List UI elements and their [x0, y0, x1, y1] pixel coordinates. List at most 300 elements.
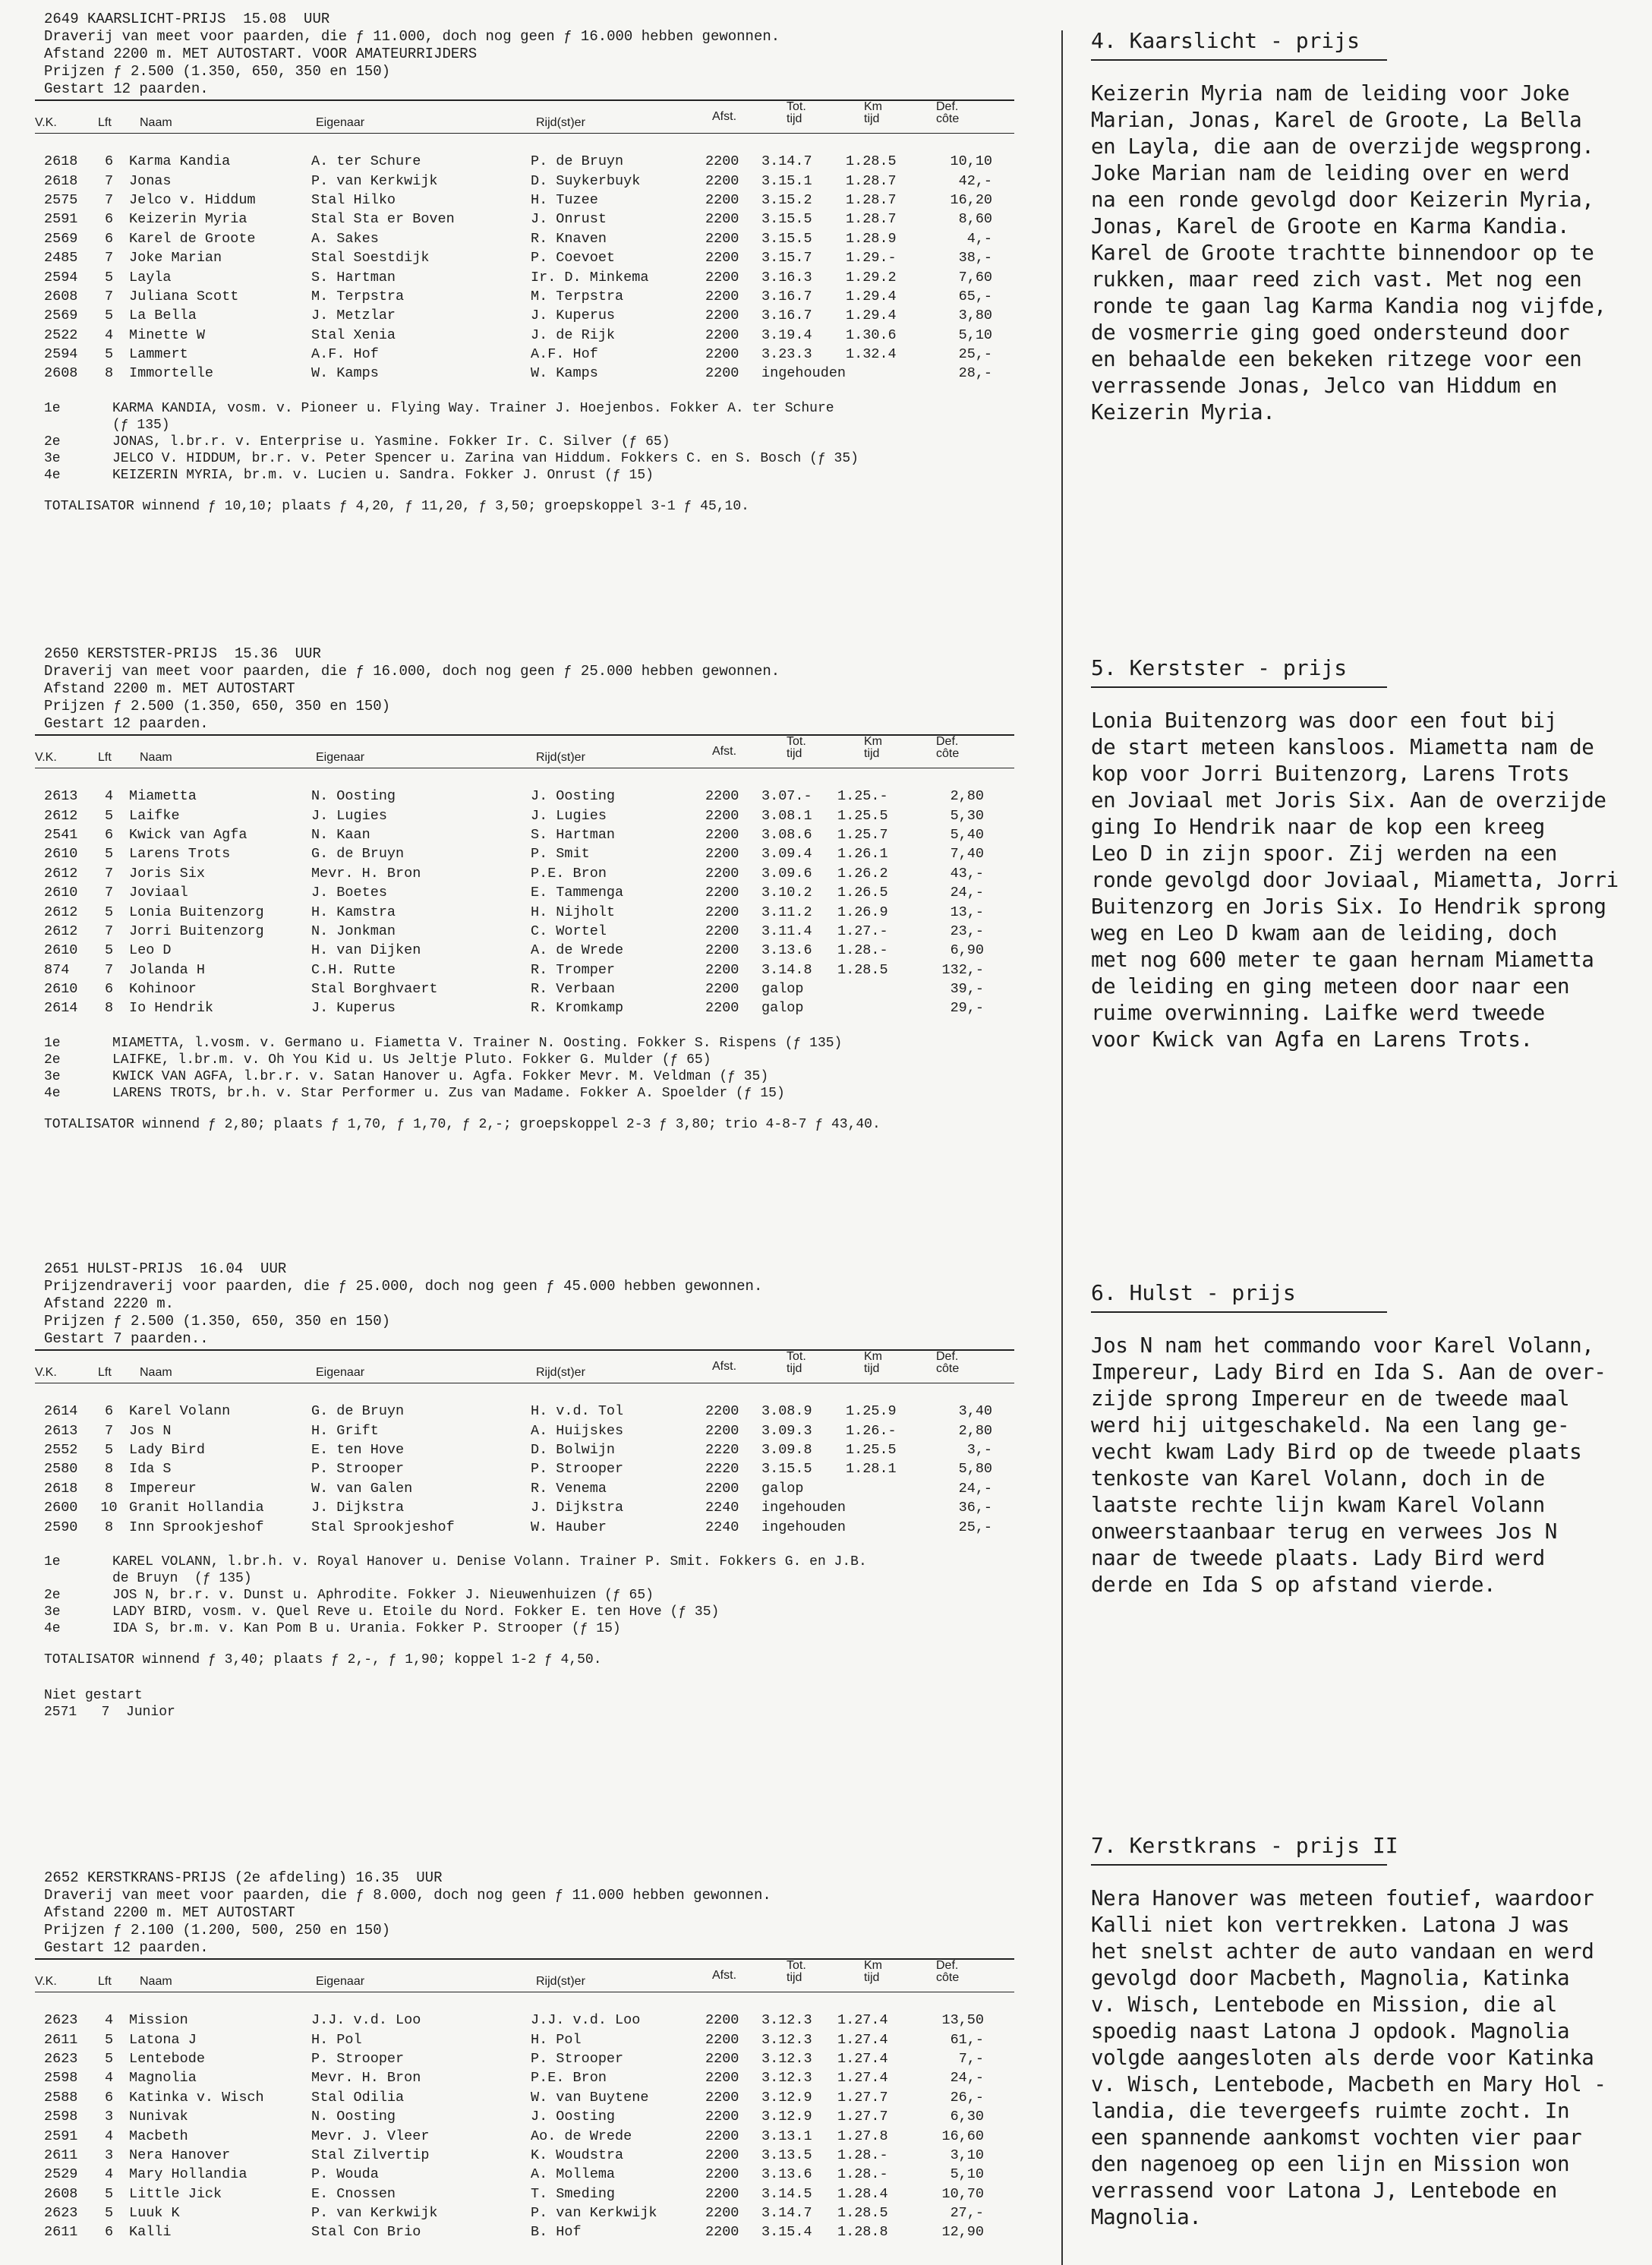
cell-tot-tijd: 3.15.7: [761, 250, 812, 267]
cell-vk: 2590: [44, 1519, 78, 1535]
column-header-def: [936, 736, 959, 760]
cell-eigenaar: N. Oosting: [311, 2109, 396, 2125]
table-row: [44, 922, 984, 941]
cell-km-tijd: 1.28.5: [837, 961, 888, 978]
cell-rijder: D. Bolwijn: [531, 1441, 616, 1458]
race-header: [44, 645, 1031, 733]
cell-vk: 2569: [44, 308, 78, 324]
cell-lft: 4: [104, 2166, 114, 2183]
cell-naam: Jelco v. Hiddum: [129, 191, 256, 208]
column-header-line: Def.: [936, 100, 959, 113]
cell-afstand: 2200: [705, 2205, 739, 2222]
cell-rijder: B. Hof: [531, 2224, 582, 2241]
cell-naam: Jonas: [129, 172, 172, 189]
column-header-km: [864, 101, 882, 125]
cell-km-tijd: 1.28.1: [846, 1461, 897, 1478]
cell-eigenaar: Stal Zilvertip: [311, 2147, 430, 2163]
cell-lft: 8: [104, 1461, 114, 1478]
cell-naam: Luuk K: [129, 2205, 180, 2222]
cell-afstand: 2200: [705, 846, 739, 863]
cell-cote: 12,90: [941, 2224, 984, 2241]
cell-rijder: A. de Wrede: [531, 942, 624, 959]
cell-km-tijd: 1.27.7: [837, 2109, 888, 2125]
cell-cote: 4,-: [966, 230, 993, 247]
cell-rijder: J. Lugies: [531, 807, 607, 824]
cell-afstand: 2200: [705, 1000, 739, 1017]
cell-cote: 24,-: [958, 1480, 993, 1497]
cell-km-tijd: [846, 1498, 937, 1517]
cell-lft: 5: [104, 308, 114, 324]
cell-lft: 5: [104, 2185, 114, 2202]
table-row: [44, 864, 984, 883]
cell-lft: 5: [104, 942, 114, 959]
placing-position: 4e: [44, 1620, 61, 1636]
cell-afstand: 2200: [705, 942, 739, 959]
cell-lft: 7: [104, 172, 114, 189]
cell-cote: 6,90: [950, 942, 984, 959]
cell-tot-tijd: 3.08.9: [761, 1403, 812, 1420]
placing-position: 1e: [44, 400, 61, 416]
cell-afstand: 2200: [705, 981, 739, 998]
placing-item: [44, 1052, 1031, 1068]
cell-tot-tijd: 3.12.3: [761, 2050, 812, 2067]
race-title: 2651 HULST-PRIJS 16.04 UUR: [44, 1260, 287, 1277]
cell-eigenaar: J. Lugies: [311, 807, 387, 824]
cell-cote: 5,30: [950, 807, 984, 824]
race-condition-line: Prijzendraverij voor paarden, die ƒ 25.000, doch nog geen ƒ 45.000 hebben gewonnen.: [44, 1278, 763, 1295]
placing-position: 2e: [44, 1052, 61, 1068]
cell-afstand: 2200: [705, 807, 739, 824]
cell-naam: Kwick van Agfa: [129, 826, 247, 843]
cell-rijder: R. Knaven: [531, 230, 607, 247]
placing-pedigree: KAREL VOLANN, l.br.h. v. Royal Hanover u. Denise Volann. Trainer P. Smit. Fokkers G. en J.B. de Bruyn (ƒ 135): [112, 1554, 867, 1586]
report-title-underline: [1091, 59, 1387, 61]
cell-lft: 6: [104, 211, 114, 228]
race-report: [1091, 1832, 1649, 2231]
cell-naam: Jos N: [129, 1422, 172, 1439]
cell-km-tijd: 1.27.-: [837, 923, 888, 939]
column-header-afst: Afst.: [712, 110, 737, 123]
cell-naam: Laifke: [129, 807, 180, 824]
table-row: [44, 1459, 992, 1478]
table-header-rule: [35, 133, 1014, 134]
cell-naam: Nunivak: [129, 2109, 188, 2125]
cell-cote: 3,80: [958, 308, 993, 324]
cell-rijder: J. Kuperus: [531, 308, 616, 324]
cell-eigenaar: N. Kaan: [311, 826, 370, 843]
cell-tot-tijd: 3.10.2: [761, 885, 812, 901]
cell-naam: Layla: [129, 269, 172, 285]
cell-km-tijd: 1.28.7: [846, 191, 897, 208]
cell-rijder: Ir. D. Minkema: [531, 269, 649, 285]
placing-position: 1e: [44, 1035, 61, 1051]
cell-vk: 2591: [44, 2128, 78, 2144]
column-header-line: Tot.: [787, 1959, 806, 1972]
cell-km-tijd: 1.28.8: [837, 2224, 888, 2241]
cell-tot-tijd: 3.15.5: [761, 211, 812, 228]
cell-lft: 7: [104, 250, 114, 267]
column-header-km: [864, 1351, 882, 1375]
column-header-line: tijd: [787, 1362, 802, 1375]
cell-tot-tijd: 3.11.2: [761, 904, 812, 920]
cell-afstand: 2200: [705, 153, 739, 170]
cell-eigenaar: S. Hartman: [311, 269, 396, 285]
column-header-line: Km: [864, 1350, 882, 1363]
column-header-vk: V.K.: [35, 1975, 57, 1988]
cell-rijder: P. Coevoet: [531, 250, 616, 267]
column-divider: [1061, 30, 1063, 2265]
report-title-underline: [1091, 1864, 1387, 1866]
column-header-naam: Naam: [140, 1975, 172, 1988]
column-header-line: côte: [936, 1971, 960, 1984]
results-table: [44, 2011, 984, 2242]
cell-rijder: R. Verbaan: [531, 981, 616, 998]
cell-cote: 24,-: [950, 2070, 984, 2087]
cell-vk: 2623: [44, 2050, 78, 2067]
cell-vk: 2594: [44, 269, 78, 285]
cell-cote: 29,-: [950, 1000, 984, 1017]
column-header-tot: [787, 1960, 806, 1984]
cell-rijder: J. de Rijk: [531, 327, 616, 343]
cell-afstand: 2200: [705, 2147, 739, 2163]
placing-item: [44, 467, 1031, 484]
cell-vk: 2580: [44, 1461, 78, 1478]
cell-lft: 7: [104, 961, 114, 978]
column-header-naam: Naam: [140, 751, 172, 764]
cell-naam: Karel Volann: [129, 1403, 231, 1420]
cell-tot-tijd: ingehouden: [761, 1500, 846, 1516]
cell-afstand: 2200: [705, 2166, 739, 2183]
cell-tot-tijd: 3.09.3: [761, 1422, 812, 1439]
cell-naam: Macbeth: [129, 2128, 188, 2144]
race-condition-line: Draverij van meet voor paarden, die ƒ 8.000, doch nog geen ƒ 11.000 hebben gewonnen.: [44, 1887, 771, 1904]
totalisator-line: TOTALISATOR winnend ƒ 2,80; plaats ƒ 1,70, ƒ 1,70, ƒ 2,-; groepskoppel 2-3 ƒ 3,80; trio 4-8-7 ƒ 43,40.: [44, 1116, 881, 1132]
race-block: [35, 1869, 1031, 2242]
cell-vk: 2611: [44, 2147, 78, 2163]
cell-naam: Inn Sprookjeshof: [129, 1519, 264, 1535]
race-condition-line: Afstand 2200 m. MET AUTOSTART: [44, 680, 295, 697]
cell-tot-tijd: ingehouden: [761, 365, 846, 382]
cell-eigenaar: Stal Soestdijk: [311, 250, 430, 267]
cell-rijder: J. Oosting: [531, 788, 616, 805]
column-header-line: Km: [864, 735, 882, 748]
cell-afstand: 2240: [705, 1500, 739, 1516]
cell-vk: 874: [44, 961, 70, 978]
placing-item: [44, 1035, 1031, 1052]
cell-rijder: P. Strooper: [531, 1461, 624, 1478]
cell-tot-tijd: 3.09.4: [761, 846, 812, 863]
cell-rijder: R. Kromkamp: [531, 1000, 624, 1017]
cell-lft: 5: [104, 269, 114, 285]
cell-vk: 2611: [44, 2031, 78, 2048]
cell-afstand: 2220: [705, 1441, 739, 1458]
table-row: [44, 1479, 992, 1498]
cell-cote: 16,20: [950, 191, 993, 208]
cell-eigenaar: M. Terpstra: [311, 288, 405, 304]
cell-lft: 5: [104, 846, 114, 863]
race-condition-line: Gestart 12 paarden.: [44, 715, 209, 732]
cell-vk: 2610: [44, 846, 78, 863]
cell-afstand: 2200: [705, 2070, 739, 2087]
cell-cote: 61,-: [950, 2031, 984, 2048]
cell-tot-tijd: 3.11.4: [761, 923, 812, 939]
cell-naam: Lonia Buitenzorg: [129, 904, 264, 920]
cell-lft: 5: [104, 1441, 114, 1458]
cell-km-tijd: 1.27.7: [837, 2089, 888, 2106]
cell-tot-tijd: 3.12.3: [761, 2031, 812, 2048]
cell-km-tijd: 1.26.1: [837, 846, 888, 863]
column-header-line: tijd: [864, 112, 880, 125]
cell-tot-tijd: 3.08.6: [761, 826, 812, 843]
table-row: [44, 1402, 992, 1421]
column-header-line: Tot.: [787, 735, 806, 748]
cell-vk: 2613: [44, 1422, 78, 1439]
cell-km-tijd: [846, 1479, 937, 1498]
cell-cote: 16,60: [941, 2128, 984, 2144]
cell-cote: 6,30: [950, 2109, 984, 2125]
cell-eigenaar: P. van Kerkwijk: [311, 2205, 438, 2222]
cell-cote: 5,80: [958, 1461, 993, 1478]
cell-naam: Karma Kandia: [129, 153, 231, 170]
cell-lft: 8: [104, 1000, 114, 1017]
race-report: [1091, 27, 1649, 426]
placing-item: [44, 1604, 1031, 1620]
cell-rijder: Ao. de Wrede: [531, 2128, 632, 2144]
race-condition-line: Prijzen ƒ 2.500 (1.350, 650, 350 en 150): [44, 63, 391, 80]
report-title-underline: [1091, 686, 1387, 688]
report-text: Nera Hanover was meteen foutief, waardoor Kalli niet kon vertrekken. Latona J was het snelst achter de auto vandaan en werd gevolgd door Macbeth, Magnolia, Katinka v. Wisch, Lentebode en Mission, die al spoedig naast Latona J opdook. Magnolia volgde aangesloten als derde voor Katinka v. Wisch, Lentebode, Macbeth en Mary Hol - landia, die tevergeefs ruimte zocht. In een spannende aankomst vochten vier paar den nagenoeg op een lijn en Mission won verrassend voor Latona J, Lentebode en Magnolia.: [1091, 1886, 1606, 2229]
cell-rijder: P.E. Bron: [531, 865, 607, 882]
cell-eigenaar: H. Pol: [311, 2031, 362, 2048]
column-header-def: [936, 1960, 959, 1984]
race-condition-line: Afstand 2200 m. MET AUTOSTART. VOOR AMATEURRIJDERS: [44, 46, 478, 62]
table-row: [44, 980, 984, 998]
cell-cote: 13,50: [941, 2012, 984, 2029]
placing-pedigree: LARENS TROTS, br.h. v. Star Performer u. Zus van Madame. Fokker A. Spoelder (ƒ 15): [112, 1085, 785, 1101]
report-title: 4. Kaarslicht - prijs: [1091, 28, 1360, 53]
totalisator-line: TOTALISATOR winnend ƒ 3,40; plaats ƒ 2,-, ƒ 1,90; koppel 1-2 ƒ 4,50.: [44, 1651, 602, 1667]
cell-afstand: 2200: [705, 308, 739, 324]
column-header-line: tijd: [864, 747, 880, 760]
column-header-afst: Afst.: [712, 745, 737, 758]
cell-naam: Miametta: [129, 788, 197, 805]
column-header-def: [936, 1351, 959, 1375]
cell-vk: 2608: [44, 2185, 78, 2202]
cell-cote: 24,-: [950, 885, 984, 901]
cell-afstand: 2200: [705, 1403, 739, 1420]
report-text: Keizerin Myria nam de leiding voor Joke Marian, Jonas, Karel de Groote, La Bella en Layla, die aan de overzijde wegsprong. Joke Marian nam de leiding over en werd na een ronde gevolgd door Keizerin Myria, Jonas, Karel de Groote en Karma Kandia. Karel de Groote trachtte binnendoor op te rukken, maar reed zich vast. Met nog een ronde te gaan lag Karma Kandia nog vijfde, de vosmerrie ging goed ondersteund door en behaalde een bekeken ritzege voor een verrassende Jonas, Jelco van Hiddum en Keizerin Myria.: [1091, 81, 1606, 424]
cell-vk: 2610: [44, 885, 78, 901]
cell-lft: 7: [104, 885, 114, 901]
cell-naam: Jorri Buitenzorg: [129, 923, 264, 939]
cell-km-tijd: 1.26.5: [837, 885, 888, 901]
placing-pedigree: KARMA KANDIA, vosm. v. Pioneer u. Flying Way. Trainer J. Hoejenbos. Fokker A. ter Schure (ƒ 135): [112, 400, 834, 433]
cell-vk: 2591: [44, 211, 78, 228]
cell-lft: 4: [104, 2070, 114, 2087]
table-row: [44, 152, 992, 171]
cell-naam: Joviaal: [129, 885, 188, 901]
cell-eigenaar: J. Metzlar: [311, 308, 396, 324]
placings-list: [44, 1554, 1031, 1637]
table-row: [44, 1421, 992, 1440]
placing-position: 3e: [44, 1604, 61, 1620]
table-row: [44, 787, 984, 806]
cell-lft: 3: [104, 2109, 114, 2125]
cell-cote: 25,-: [958, 1519, 993, 1535]
cell-km-tijd: [837, 980, 928, 998]
table-row: [44, 267, 992, 286]
cell-vk: 2618: [44, 1480, 78, 1497]
race-block: [35, 11, 1031, 514]
column-headers: [35, 1959, 1031, 1990]
cell-km-tijd: 1.27.4: [837, 2012, 888, 2029]
cell-naam: Karel de Groote: [129, 230, 256, 247]
table-row: [44, 229, 992, 248]
cell-eigenaar: H. van Dijken: [311, 942, 421, 959]
placing-item: [44, 434, 1031, 450]
cell-naam: Mission: [129, 2012, 188, 2029]
placing-position: 3e: [44, 1068, 61, 1084]
cell-lft: 4: [104, 2128, 114, 2144]
column-header-line: Def.: [936, 1959, 959, 1972]
cell-km-tijd: 1.27.8: [837, 2128, 888, 2144]
placing-position: 2e: [44, 1587, 61, 1603]
table-row: [44, 171, 992, 190]
cell-naam: Io Hendrik: [129, 1000, 214, 1017]
cell-eigenaar: Stal Odilia: [311, 2089, 405, 2106]
placing-pedigree: JOS N, br.r. v. Dunst u. Aphrodite. Fokker J. Nieuwenhuizen (ƒ 65): [112, 1587, 654, 1603]
cell-eigenaar: Mevr. J. Vleer: [311, 2128, 430, 2144]
cell-rijder: J.J. v.d. Loo: [531, 2012, 641, 2029]
cell-lft: 5: [104, 2031, 114, 2048]
race-condition-line: Gestart 12 paarden.: [44, 80, 209, 97]
cell-eigenaar: Stal Sprookjeshof: [311, 1519, 455, 1535]
cell-naam: Kohinoor: [129, 981, 197, 998]
cell-km-tijd: [837, 998, 928, 1017]
cell-rijder: W. van Buytene: [531, 2089, 649, 2106]
report-title: 5. Kerstster - prijs: [1091, 655, 1348, 680]
cell-cote: 36,-: [958, 1500, 993, 1516]
cell-lft: 6: [104, 2224, 114, 2241]
cell-tot-tijd: 3.16.3: [761, 269, 812, 285]
cell-eigenaar: Stal Xenia: [311, 327, 396, 343]
cell-cote: 7,60: [958, 269, 993, 285]
cell-naam: Lentebode: [129, 2050, 205, 2067]
cell-vk: 2618: [44, 153, 78, 170]
cell-lft: 5: [104, 2050, 114, 2067]
race-title: 2649 KAARSLICHT-PRIJS 15.08 UUR: [44, 11, 330, 27]
column-header-naam: Naam: [140, 1366, 172, 1379]
cell-vk: 2614: [44, 1000, 78, 1017]
cell-lft: 10: [100, 1500, 118, 1516]
placing-pedigree: IDA S, br.m. v. Kan Pom B u. Urania. Fokker P. Strooper (ƒ 15): [112, 1620, 621, 1636]
cell-tot-tijd: 3.13.1: [761, 2128, 812, 2144]
cell-km-tijd: 1.28.4: [837, 2185, 888, 2202]
cell-lft: 6: [104, 153, 114, 170]
cell-afstand: 2200: [705, 2224, 739, 2241]
cell-tot-tijd: 3.23.3: [761, 346, 812, 363]
cell-rijder: T. Smeding: [531, 2185, 616, 2202]
cell-tot-tijd: 3.16.7: [761, 308, 812, 324]
cell-rijder: H. Pol: [531, 2031, 582, 2048]
column-header-naam: Naam: [140, 116, 172, 129]
cell-vk: 2598: [44, 2070, 78, 2087]
cell-lft: 7: [104, 1422, 114, 1439]
cell-eigenaar: Mevr. H. Bron: [311, 865, 421, 882]
column-header-tot: [787, 736, 806, 760]
cell-afstand: 2200: [705, 1480, 739, 1497]
column-header-def: [936, 101, 959, 125]
cell-lft: 6: [104, 1403, 114, 1420]
cell-afstand: 2200: [705, 2089, 739, 2106]
cell-lft: 5: [104, 904, 114, 920]
cell-lft: 7: [104, 191, 114, 208]
table-row: [44, 2068, 984, 2087]
cell-cote: 13,-: [950, 904, 984, 920]
table-row: [44, 998, 984, 1017]
placing-pedigree: JONAS, l.br.r. v. Enterprise u. Yasmine. Fokker Ir. C. Silver (ƒ 65): [112, 434, 670, 450]
cell-rijder: H. Nijholt: [531, 904, 616, 920]
cell-afstand: 2200: [705, 191, 739, 208]
cell-afstand: 2200: [705, 346, 739, 363]
column-header-rijder: Rijd(st)er: [536, 116, 585, 129]
cell-vk: 2522: [44, 327, 78, 343]
table-row: [44, 2030, 984, 2049]
column-header-line: Tot.: [787, 1350, 806, 1363]
cell-eigenaar: E. ten Hove: [311, 1441, 405, 1458]
cell-rijder: A.F. Hof: [531, 346, 598, 363]
cell-cote: 2,80: [958, 1422, 993, 1439]
cell-km-tijd: 1.25.-: [837, 788, 888, 805]
placing-pedigree: LADY BIRD, vosm. v. Quel Reve u. Etoile du Nord. Fokker E. ten Hove (ƒ 35): [112, 1604, 720, 1620]
cell-vk: 2610: [44, 981, 78, 998]
table-row: [44, 191, 992, 210]
cell-naam: Magnolia: [129, 2070, 197, 2087]
cell-lft: 4: [104, 2012, 114, 2029]
cell-vk: 2614: [44, 1403, 78, 1420]
cell-afstand: 2200: [705, 788, 739, 805]
cell-rijder: R. Venema: [531, 1480, 607, 1497]
cell-vk: 2541: [44, 826, 78, 843]
cell-eigenaar: P. Strooper: [311, 2050, 405, 2067]
cell-km-tijd: 1.28.-: [837, 2147, 888, 2163]
totalisator-line: TOTALISATOR winnend ƒ 10,10; plaats ƒ 4,20, ƒ 11,20, ƒ 3,50; groepskoppel 3-1 ƒ 45,10.: [44, 498, 749, 514]
cell-rijder: K. Woudstra: [531, 2147, 624, 2163]
cell-rijder: H. v.d. Tol: [531, 1403, 624, 1420]
column-header-line: côte: [936, 112, 960, 125]
placing-item: [44, 1085, 1031, 1102]
cell-km-tijd: 1.28.5: [846, 153, 897, 170]
cell-cote: 3,-: [966, 1441, 993, 1458]
table-row: [44, 1440, 992, 1459]
table-row: [44, 2088, 984, 2107]
cell-rijder: P.E. Bron: [531, 2070, 607, 2087]
column-header-line: Def.: [936, 735, 959, 748]
race-block: [35, 1260, 1031, 1721]
cell-km-tijd: 1.25.5: [837, 807, 888, 824]
race-header: [44, 1869, 1031, 1957]
cell-vk: 2612: [44, 865, 78, 882]
table-row: [44, 2203, 984, 2222]
table-row: [44, 248, 992, 267]
cell-rijder: P. de Bruyn: [531, 153, 624, 170]
cell-naam: Juliana Scott: [129, 288, 239, 304]
cell-naam: Kalli: [129, 2224, 172, 2241]
cell-cote: 10,70: [941, 2185, 984, 2202]
cell-afstand: 2200: [705, 961, 739, 978]
column-header-line: côte: [936, 1362, 960, 1375]
cell-cote: 7,-: [958, 2050, 984, 2067]
